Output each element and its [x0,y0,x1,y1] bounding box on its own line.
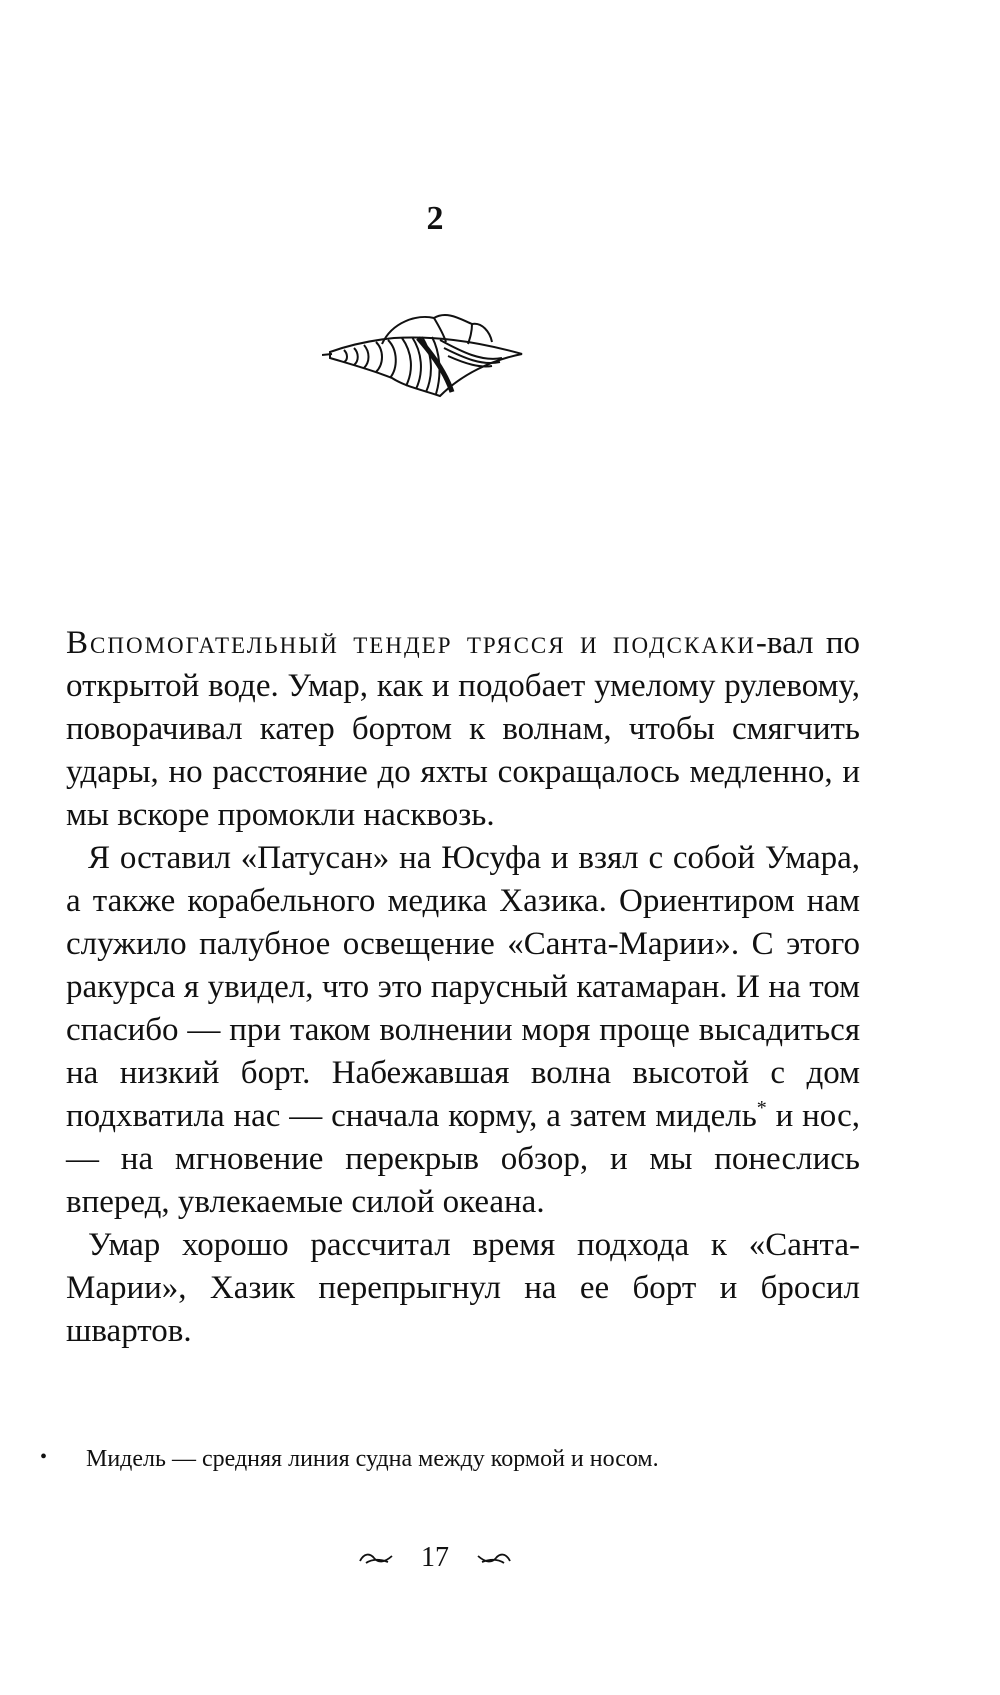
paragraph-2 [66,837,860,1224]
swash-right-icon [476,1550,512,1566]
swash-left-icon [358,1550,394,1566]
page-number: 17 [421,1541,449,1573]
paragraph-1-text: вал по открытой воде. Умар, как и подобает умелому рулевому, поворачивал катер бортом к волнам, чтобы смягчить удары, но расстояние до яхты сокращалось медленно, и мы вскоре промокли насквозь. [66,625,860,833]
seashell-icon [322,312,542,412]
paragraph-lead-in: Вспомогательный тендер трясся и подскаки [66,625,756,661]
footnote-mark: • [40,1446,48,1468]
chapter-body [66,622,860,1353]
page-footer [0,1540,870,1574]
footnote-reference: * [756,1097,767,1119]
paragraph-3: Умар хорошо рассчитал время подхода к «Санта-Марии», Хазик перепрыгнул на ее борт и бросил швартов. [66,1227,860,1349]
paragraph-1: Вспомогательный тендер трясся и подскаки-вал по открытой воде. Умар, как и подобает умелому рулевому, поворачивал катер бортом к волнам, чтобы смягчить удары, но расстояние до яхты сокращалось медленно, и мы вскоре промокли насквозь. [66,625,860,833]
paragraph-2-text: Я оставил «Патусан» на Юсуфа и взял с собой Умара, а также корабельного медика Хазика. Ориентиром нам служило палубное освещение «Санта-Марии». С этого ракурса я увидел, что это парусный катамаран. И на том спасибо — при таком волнении моря проще высадиться на низкий борт. Набежавшая волна высотой с дом подхватила нас — сначала корму, а затем мидель [66,840,860,1134]
footnote-text: Мидель — средняя линия судна между кормой и носом. [86,1446,659,1472]
chapter-number: 2 [426,200,444,237]
paragraph-2-end: и нос, — на мгновение перекрыв обзор, и мы понеслись вперед, увлекаемые силой океана. [66,1098,860,1220]
